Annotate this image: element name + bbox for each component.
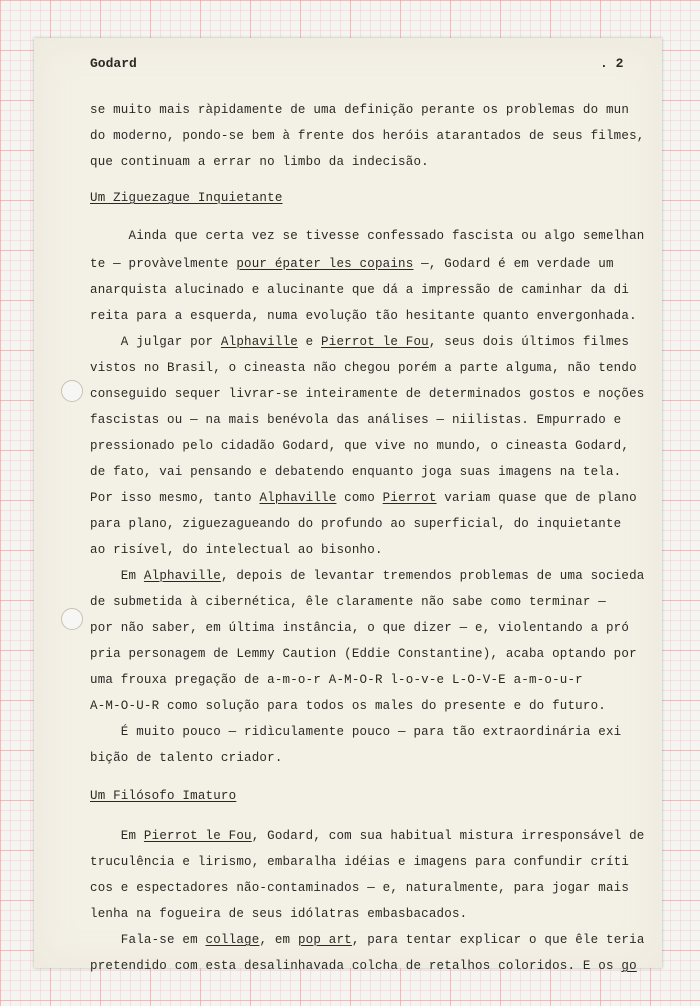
text-line <box>90 386 645 402</box>
text-span: ao risível, do intelectual ao bisonho. <box>90 543 383 557</box>
text-span: A julgar por <box>90 335 221 349</box>
text-span: lenha na fogueira de seus idólatras embasbacados. <box>90 907 468 921</box>
text-span: te — provàvelmente <box>90 257 237 271</box>
text-span: pria personagem de Lemmy Caution (Eddie Constantine), acaba optando por <box>90 647 637 661</box>
text-span: truculência e lirismo, embaralha idéias e imagens para confundir críti <box>90 855 630 869</box>
text-span: do moderno, pondo-se bem à frente dos heróis atarantados de seus filmes, <box>90 129 645 143</box>
text-span: pretendido com esta desalinhavada colcha de retalhos coloridos. E os <box>90 959 622 973</box>
text-line <box>90 490 637 506</box>
text-span: variam quase que de plano <box>436 491 637 505</box>
text-span: É muito pouco — ridìculamente pouco — para tão extraordinária exi <box>90 725 622 739</box>
text-span: Ainda que certa vez se tivesse confessado fascista ou algo semelhan <box>90 229 645 243</box>
text-span: vistos no Brasil, o cineasta não chegou porém a parte alguma, não tendo <box>90 361 637 375</box>
underlined-text: Pierrot <box>382 491 437 505</box>
underlined-text: pour épater les copains <box>236 257 414 271</box>
header-title: Godard <box>90 56 137 71</box>
section-heading <box>90 190 283 206</box>
text-line <box>90 282 629 298</box>
text-line <box>90 542 383 558</box>
underlined-text: Um Ziguezague Inquietante <box>90 191 283 205</box>
text-span: , depois de levantar tremendos problemas de uma socieda <box>220 569 645 583</box>
text-span: por não saber, em última instância, o que dizer — e, violentando a pró <box>90 621 630 635</box>
text-span: e <box>297 335 322 349</box>
underlined-text: pop art <box>297 933 352 947</box>
text-line <box>90 672 583 688</box>
text-span: Em <box>90 829 144 843</box>
text-line <box>90 724 621 740</box>
text-span: anarquista alucinado e alucinante que dá a impressão de caminhar da di <box>90 283 630 297</box>
text-line <box>90 256 614 272</box>
text-line <box>90 438 629 454</box>
typed-page <box>34 38 662 973</box>
text-line <box>90 228 645 244</box>
underlined-text: go <box>621 959 637 973</box>
text-line <box>90 412 621 428</box>
underlined-text: Alphaville <box>259 491 337 505</box>
text-line <box>90 154 429 170</box>
text-line <box>90 334 629 350</box>
text-span: bição de talento criador. <box>90 751 283 765</box>
text-line <box>90 516 621 532</box>
text-line <box>90 128 645 144</box>
text-span: para plano, ziguezagueando do profundo ao superficial, do inquietante <box>90 517 622 531</box>
text-line <box>90 646 637 662</box>
underlined-text: Pierrot le Fou <box>143 829 252 843</box>
text-line <box>90 568 645 584</box>
text-span: , em <box>259 933 298 947</box>
text-span: uma frouxa pregação de a-m-o-r A-M-O-R l-o-v-e L-O-V-E a-m-o-u-r <box>90 673 583 687</box>
underlined-text: collage <box>205 933 260 947</box>
section-heading <box>90 788 236 804</box>
text-line <box>90 360 637 376</box>
text-line <box>90 854 629 870</box>
punch-hole <box>61 380 83 402</box>
underlined-text: Alphaville <box>143 569 221 583</box>
text-span: de fato, vai pensando e debatendo enquanto joga suas imagens na tela. <box>90 465 622 479</box>
text-span: Fala-se em <box>90 933 206 947</box>
text-span: conseguido sequer livrar-se inteiramente de determinados gostos e noções <box>90 387 645 401</box>
text-line <box>90 464 621 480</box>
text-span: , seus dois últimos filmes <box>428 335 630 349</box>
page-number: . 2 <box>600 56 624 71</box>
text-span: se muito mais ràpidamente de uma definição perante os problemas do mun <box>90 103 630 117</box>
text-line <box>90 620 629 636</box>
text-line <box>90 906 467 922</box>
text-line <box>90 880 629 896</box>
punch-hole <box>61 608 83 630</box>
text-span: A-M-O-U-R como solução para todos os males do presente e do futuro. <box>90 699 606 713</box>
text-line <box>90 594 606 610</box>
underlined-text: Alphaville <box>220 335 298 349</box>
text-span: Por isso mesmo, tanto <box>90 491 260 505</box>
text-line <box>90 698 606 714</box>
text-line <box>90 750 283 766</box>
text-line <box>90 308 637 324</box>
text-span: como <box>336 491 383 505</box>
text-line <box>90 932 645 948</box>
text-span: , Godard, com sua habitual mistura irresponsável de <box>251 829 645 843</box>
text-span: cos e espectadores não-contaminados — e, naturalmente, para jogar mais <box>90 881 630 895</box>
text-span: de submetida à cibernética, êle claramente não sabe como terminar — <box>90 595 606 609</box>
text-span: Em <box>90 569 144 583</box>
text-line <box>90 958 637 974</box>
text-span: reita para a esquerda, numa evolução tão hesitante quanto envergonhada. <box>90 309 637 323</box>
underlined-text: Um Filósofo Imaturo <box>90 789 237 803</box>
text-span: —, Godard é em verdade um <box>413 257 614 271</box>
text-span: , para tentar explicar o que êle teria <box>351 933 645 947</box>
text-line <box>90 102 629 118</box>
text-span: pressionado pelo cidadão Godard, que vive no mundo, o cineasta Godard, <box>90 439 630 453</box>
text-span: fascistas ou — na mais benévola das análises — niilistas. Empurrado e <box>90 413 622 427</box>
underlined-text: Pierrot le Fou <box>321 335 429 349</box>
text-line <box>90 828 645 844</box>
text-span: que continuam a errar no limbo da indecisão. <box>90 155 429 169</box>
